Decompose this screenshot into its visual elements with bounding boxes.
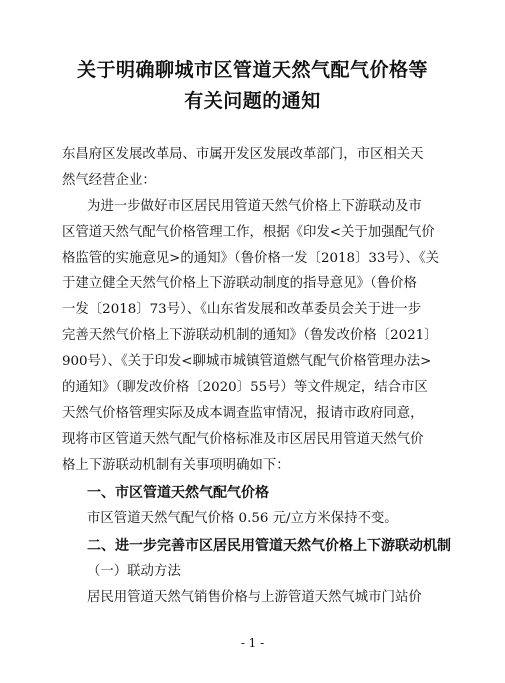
intro-line-4: 于建立健全天然气价格上下游联动制度的指导意见》（鲁价格 (62, 276, 417, 291)
intro-line-9: 天然气价格管理实际及成本调查监审情况，报请市政府同意， (62, 406, 424, 421)
page-number: - 1 - (240, 636, 265, 650)
section-1-heading: 一、市区管道天然气配气价格 (87, 485, 269, 501)
intro-line-6: 完善天然气价格上下游联动机制的通知》（鲁发改价格〔2021〕 (62, 328, 438, 343)
section-1-body: 市区管道天然气配气价格 0.56 元/立方米保持不变。 (87, 511, 398, 526)
addressee-line-2: 然气经营企业： (62, 173, 156, 188)
document-title-line-1: 关于明确聊城市区管道天然气配气价格等 (76, 59, 428, 81)
intro-line-11: 格上下游联动机制有关事项明确如下： (62, 458, 290, 473)
intro-line-7: 900号）、《关于印发<聊城市城镇管道燃气配气价格管理办法> (62, 354, 432, 369)
subsection-1-heading: （一）联动方法 (87, 564, 181, 579)
intro-line-3: 格监管的实施意见>的通知》（鲁价格一发〔2018〕33号）、《关 (62, 251, 440, 266)
intro-line-2: 区管道天然气配气价格管理工作，根据《印发<关于加强配气价 (62, 225, 435, 240)
document-title-line-2: 有关问题的通知 (184, 90, 321, 112)
intro-line-10: 现将市区管道天然气配气价格标准及市区居民用管道天然气价 (62, 432, 424, 447)
subsection-1-body-line-1: 居民用管道天然气销售价格与上游管道天然气城市门站价 (87, 590, 422, 605)
intro-line-8: 的通知》（聊发改价格〔2020〕55号）等文件规定，结合市区 (62, 380, 428, 395)
intro-line-5: 一发〔2018〕73号）、《山东省发展和改革委员会关于进一步 (62, 302, 422, 317)
addressee-line-1: 东昌府区发展改革局、市属开发区发展改革部门，市区相关天 (62, 147, 424, 162)
intro-line-1: 为进一步做好市区居民用管道天然气价格上下游联动及市 (87, 199, 422, 214)
section-2-heading: 二、进一步完善市区居民用管道天然气价格上下游联动机制 (87, 538, 451, 554)
